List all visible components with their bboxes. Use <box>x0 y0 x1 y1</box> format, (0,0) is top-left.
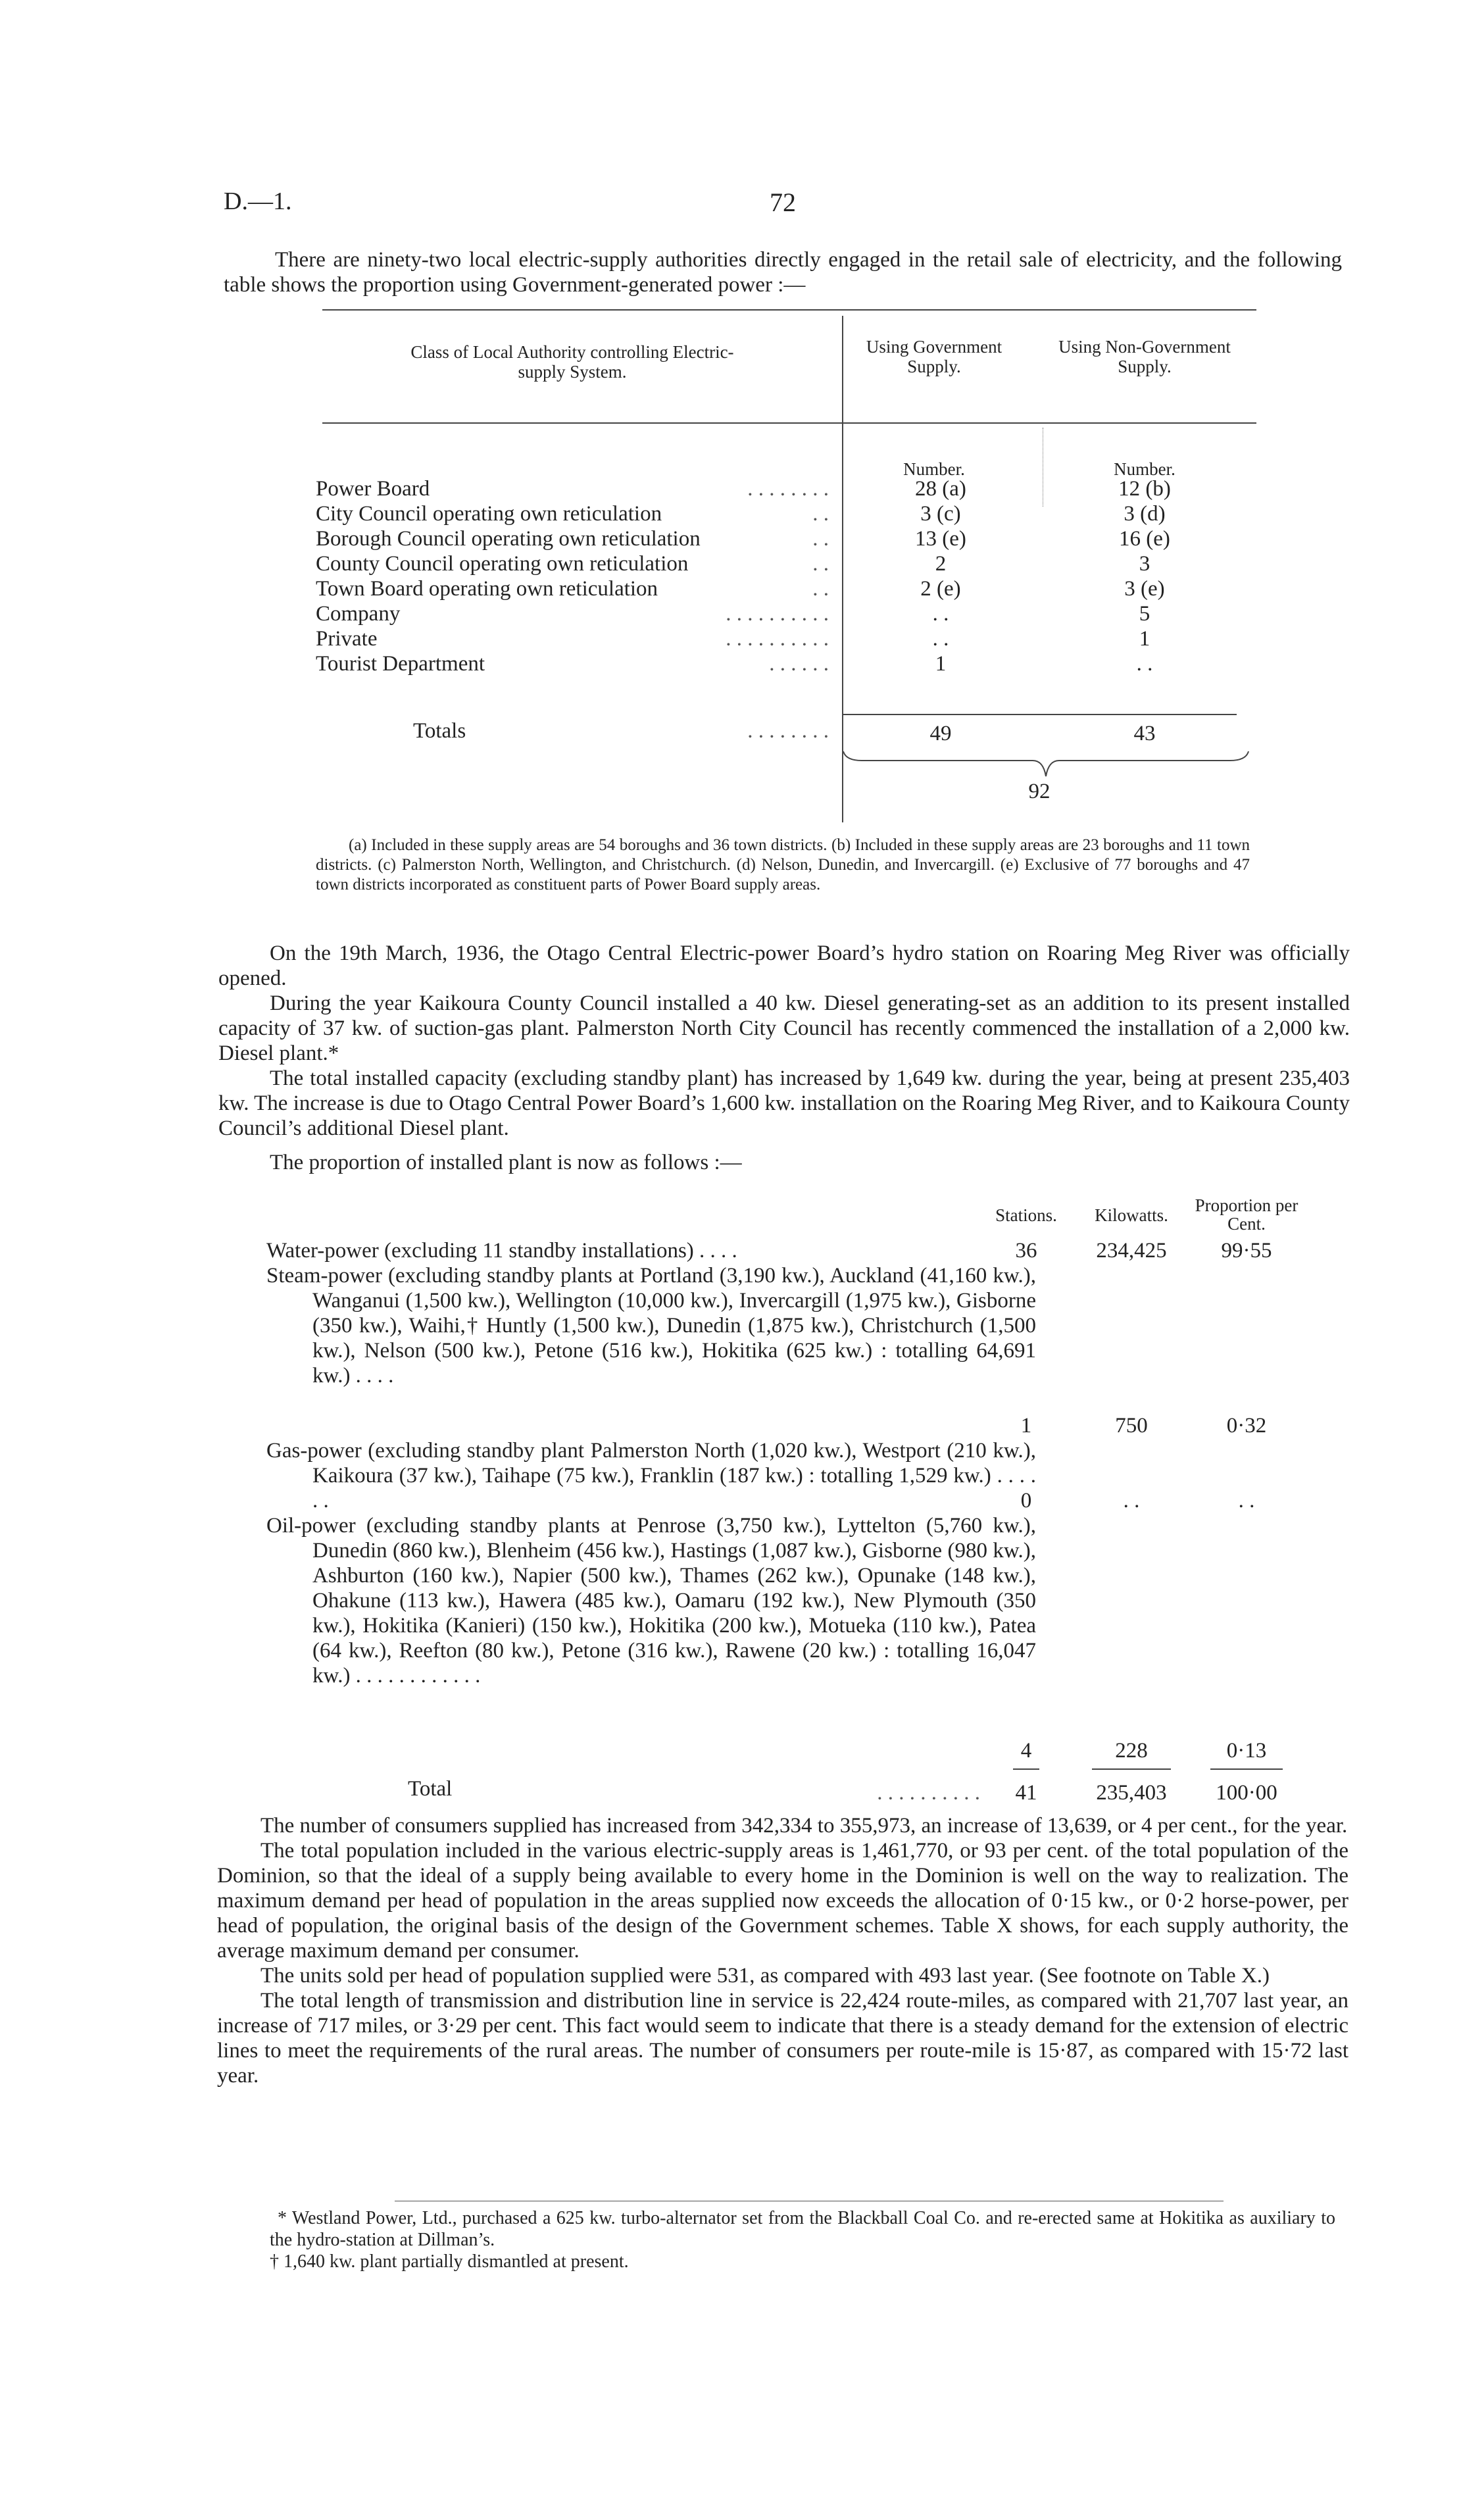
row-nongov-value: 1 <box>1139 627 1150 651</box>
table-row <box>316 476 1263 501</box>
row-gov-value: . . <box>932 627 949 651</box>
body-paragraphs-1 <box>218 941 1350 1175</box>
row-nongov-value: 3 (d) <box>1124 502 1166 526</box>
row-water-stations: 36 <box>1015 1239 1037 1263</box>
totals-non-government: 43 <box>1133 722 1156 745</box>
row-label: County Council operating own reticulation <box>316 552 689 576</box>
row-nongov-value: 16 (e) <box>1119 527 1170 551</box>
total-label: Total <box>408 1777 453 1801</box>
totals-government: 49 <box>929 722 952 745</box>
col-header-kilowatts: Kilowatts. <box>1095 1205 1168 1225</box>
row-gov-value: 3 (c) <box>920 502 961 526</box>
row-oil-stations: 4 <box>1020 1739 1032 1763</box>
row-label: Tourist Department <box>316 652 485 676</box>
paragraph: The total length of transmission and distribution line in service is 22,424 route-miles, as compared with 21,707 last year, an increase of 717 miles, or 3·29 per cent. This fact would seem to indicate that there is a steady demand for the extension of electric lines to meet the requirements of the rural areas. The number of consumers per route-mile is 15·87, as compared with 15·72 last year. <box>217 1989 1348 2088</box>
footnote: * Westland Power, Ltd., purchased a 625 kw. turbo-alternator set from the Blackball Coal Co. and re-erected same at Hokitika as auxiliary to the hydro-station at Dillman’s. <box>270 2208 1335 2250</box>
paragraph: The units sold per head of population supplied were 531, as compared with 493 last year. (See footnote on Table X.) <box>260 1964 1270 1988</box>
row-leader: . . . . . . . . . . <box>726 627 829 651</box>
row-gas-kw: . . <box>1123 1489 1140 1513</box>
row-gas-text: Gas-power (excluding standby plant Palmerston North (1,020 kw.), Westport (210 kw.), Kaikoura (37 kw.), Taihape (75 kw.), Franklin (187 kw.) : totalling 1,529 kw.) . . . . . . <box>266 1439 1036 1513</box>
row-steam-stations: 1 <box>1020 1414 1032 1438</box>
row-water-kw: 234,425 <box>1096 1239 1167 1263</box>
row-gov-value: 2 (e) <box>920 577 961 601</box>
row-nongov-value: . . <box>1136 652 1153 676</box>
table-row <box>316 651 1263 676</box>
row-label: Power Board <box>316 477 430 501</box>
table-footnote: (a) Included in these supply areas are 54 boroughs and 36 town districts. (b) Included in these supply areas are 23 boroughs and 11 town districts. (c) Palmerston North, Wellington, and Christchurch. (d) Nelson, Dunedin, and Invercargill. (e) Exclusive of 77 boroughs and 47 town districts incorporated as constituent parts of Power Board supply areas. <box>316 836 1250 893</box>
paragraph: The proportion of installed plant is now as follows :— <box>270 1151 742 1174</box>
row-gas-prop: . . <box>1238 1489 1255 1513</box>
row-leader: . . <box>812 527 829 551</box>
body-paragraphs-2 <box>217 1813 1348 2088</box>
col-header-non-government: Using Non-Government Supply. <box>1058 337 1231 376</box>
total-leader: . . . . . . . . . . <box>877 1781 980 1805</box>
grand-total: 92 <box>1028 780 1051 803</box>
total-prop: 100·00 <box>1216 1781 1277 1805</box>
paragraph: The number of consumers supplied has increased from 342,334 to 355,973, an increase of 13,639, or 4 per cent., for the year. <box>260 1814 1348 1838</box>
row-gov-value: 1 <box>935 652 947 676</box>
row-oil-kw: 228 <box>1115 1739 1148 1763</box>
unit-non-government: Number. <box>1114 459 1175 479</box>
paragraph: On the 19th March, 1936, the Otago Central Electric-power Board’s hydro station on Roaring Meg River was officially opened. <box>218 941 1350 990</box>
row-label: Borough Council operating own reticulation <box>316 527 701 551</box>
totals-label: Totals <box>413 719 466 743</box>
paragraph: During the year Kaikoura County Council installed a 40 kw. Diesel generating-set as an addition to its present installed capacity of 37 kw. of suction-gas plant. Palmerston North City Council has recently commenced the installation of a 2,000 kw. Diesel plant.* <box>218 991 1350 1065</box>
row-label: City Council operating own reticulation <box>316 502 662 526</box>
page-footnotes <box>270 2207 1335 2272</box>
row-nongov-value: 5 <box>1139 602 1150 626</box>
table-row <box>316 526 1263 551</box>
authority-rows <box>316 476 1263 676</box>
paragraph: The total population included in the various electric-supply areas is 1,461,770, or 93 per cent. of the total population of the Dominion, so that the ideal of a supply being available to every home in the Dominion is well on the way to realization. The maximum demand per head of population in the areas supplied now exceeds the allocation of 0·15 kw., or 0·2 horse-power, per head of population, the original basis of the design of the Government schemes. Table X shows, for each supply authority, the average maximum demand per consumer. <box>217 1839 1348 1963</box>
document-reference: D.—1. <box>224 188 292 215</box>
row-leader: . . <box>812 502 829 526</box>
paragraph: The total installed capacity (excluding standby plant) has increased by 1,649 kw. during the year, being at present 235,403 kw. The increase is due to Otago Central Power Board’s 1,600 kw. installation on the Roaring Meg River, and to Kaikoura County Council’s additional Diesel plant. <box>218 1066 1350 1140</box>
table-row <box>316 576 1263 601</box>
row-label: Private <box>316 627 378 651</box>
row-label: Town Board operating own reticulation <box>316 577 658 601</box>
row-leader: . . <box>812 552 829 576</box>
total-stations: 41 <box>1015 1781 1037 1805</box>
row-steam-prop: 0·32 <box>1226 1414 1267 1438</box>
table-row <box>316 501 1263 526</box>
total-kw: 235,403 <box>1096 1781 1167 1805</box>
table-row <box>316 626 1263 651</box>
footnote: † 1,640 kw. plant partially dismantled at present. <box>270 2251 629 2272</box>
table-row <box>316 551 1263 576</box>
row-leader: . . . . . . <box>769 652 829 676</box>
row-water-text: Water-power (excluding 11 standby installations) . . . . <box>266 1239 737 1263</box>
row-steam-text: Steam-power (excluding standby plants at Portland (3,190 kw.), Auckland (41,160 kw.), Wanganui (1,500 kw.), Wellington (10,000 kw.), Invercargill (1,975 kw.), Gisborne (350 kw.), Waihi,† Huntly (1,500 kw.), Dunedin (1,875 kw.), Christchurch (1,500 kw.), Nelson (500 kw.), Petone (516 kw.), Hokitika (625 kw.) : totalling 64,691 kw.) . . . . <box>266 1264 1036 1388</box>
row-oil-prop: 0·13 <box>1226 1739 1267 1763</box>
row-water-prop: 99·55 <box>1221 1239 1272 1263</box>
row-gov-value: . . <box>932 602 949 626</box>
col-header-proportion: Proportion per Cent. <box>1195 1195 1298 1234</box>
col-header-government: Using Government Supply. <box>866 337 1002 376</box>
row-nongov-value: 3 (e) <box>1124 577 1165 601</box>
row-gas-stations: 0 <box>1020 1489 1032 1513</box>
row-gov-value: 2 <box>935 552 947 576</box>
unit-government: Number. <box>903 459 965 479</box>
total-brace <box>842 750 1250 783</box>
col-header-class: Class of Local Authority controlling Electric-supply System. <box>410 342 734 382</box>
row-nongov-value: 3 <box>1139 552 1150 576</box>
col-header-stations: Stations. <box>995 1205 1057 1225</box>
row-leader: . . . . . . . . . . <box>726 602 829 626</box>
row-gov-value: 28 (a) <box>915 477 966 501</box>
row-leader: . . . . . . . . <box>747 477 829 501</box>
totals-leader: . . . . . . . . <box>747 719 829 743</box>
page-number: 72 <box>770 188 796 217</box>
row-steam-kw: 750 <box>1115 1414 1148 1438</box>
row-label: Company <box>316 602 401 626</box>
row-oil-text: Oil-power (excluding standby plants at Penrose (3,750 kw.), Lyttelton (5,760 kw.), Dunedin (860 kw.), Blenheim (456 kw.), Hastings (1,087 kw.), Gisborne (980 kw.), Ashburton (160 kw.), Napier (500 kw.), Thames (262 kw.), Opunake (148 kw.), Ohakune (113 kw.), Hawera (485 kw.), Oamaru (192 kw.), New Plymouth (350 kw.), Hokitika (Kanieri) (150 kw.), Hokitika (200 kw.), Motueka (110 kw.), Patea (64 kw.), Reefton (80 kw.), Petone (316 kw.), Rawene (20 kw.) : totalling 16,047 kw.) . . . . . . . . . . . . <box>266 1514 1036 1688</box>
intro-paragraph: There are ninety-two local electric-supply authorities directly engaged in the retail sale of electricity, and the following table shows the proportion using Government-generated power :— <box>224 248 1342 297</box>
row-gov-value: 13 (e) <box>915 527 966 551</box>
row-leader: . . <box>812 577 829 601</box>
row-nongov-value: 12 (b) <box>1118 477 1171 501</box>
table-row <box>316 601 1263 626</box>
